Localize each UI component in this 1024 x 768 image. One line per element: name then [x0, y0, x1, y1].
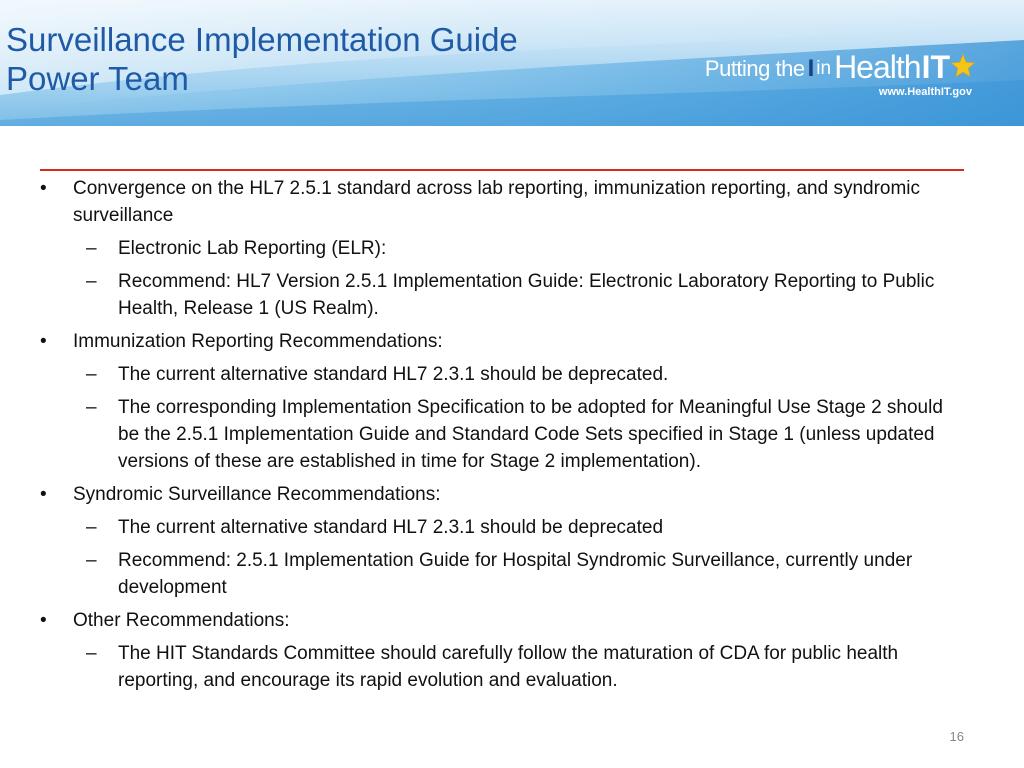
sub-bullet-item	[0, 235, 958, 262]
logo-putting-text: Putting the	[704, 56, 805, 81]
sub-bullet-item	[0, 268, 958, 322]
bullet-item	[0, 607, 953, 634]
bullet-text: Immunization Reporting Recommendations:	[73, 331, 443, 352]
bullet-marker: •	[40, 178, 47, 199]
sub-bullet-text: The current alternative standard HL7 2.3.1 should be deprecated.	[118, 364, 669, 385]
sub-bullet-text: The current alternative standard HL7 2.3.1 should be deprecated	[118, 517, 664, 538]
title-divider	[40, 169, 964, 171]
dash-marker: –	[86, 238, 97, 259]
dash-marker: –	[86, 364, 97, 385]
sub-bullet-item	[0, 361, 958, 388]
logo-i-text: I	[807, 55, 815, 82]
bullet-marker: •	[40, 610, 47, 631]
sub-bullet-text: Recommend: HL7 Version 2.5.1 Implementation Guide: Electronic Laboratory Reporting to Public Health, Release 1 (US Realm).	[118, 271, 935, 319]
page-number: 16	[949, 729, 964, 744]
bullet-text: Convergence on the HL7 2.5.1 standard across lab reporting, immunization reporting, and syndromic surveillance	[73, 178, 921, 226]
bullet-item	[0, 481, 953, 508]
bullet-text: Other Recommendations:	[73, 610, 290, 631]
dash-marker: –	[86, 643, 97, 664]
title-line-2: Power Team	[6, 60, 189, 97]
healthit-logo	[705, 50, 976, 98]
dash-marker: –	[86, 271, 97, 292]
logo-url: www.HealthIT.gov	[878, 86, 972, 98]
sub-bullet-item	[0, 547, 958, 601]
sub-bullet-text: Recommend: 2.5.1 Implementation Guide for Hospital Syndromic Surveillance, currently under development	[118, 550, 913, 598]
logo-health-text: Health	[834, 49, 921, 85]
bullet-text: Syndromic Surveillance Recommendations:	[73, 484, 441, 505]
sub-bullet-text: Electronic Lab Reporting (ELR):	[118, 238, 387, 259]
page-title	[6, 20, 518, 98]
bullet-marker: •	[40, 484, 47, 505]
dash-marker: –	[86, 397, 97, 418]
title-line-1: Surveillance Implementation Guide	[6, 21, 518, 58]
bullet-list	[0, 175, 1024, 700]
sub-bullet-text: The corresponding Implementation Specification to be adopted for Meaningful Use Stage 2 should be the 2.5.1 Implementation Guide and Standard Code Sets specified in Stage 1 (unless updated versions of these are established in time for Stage 2 implementation).	[118, 397, 943, 472]
logo-wordmark	[705, 50, 976, 84]
logo-it-text: IT	[921, 49, 950, 85]
header-band	[0, 0, 1024, 126]
sub-bullet-text: The HIT Standards Committee should carefully follow the maturation of CDA for public health reporting, and encourage its rapid evolution and evaluation.	[118, 643, 899, 691]
sub-bullet-item	[0, 514, 958, 541]
dash-marker: –	[86, 517, 97, 538]
bullet-marker: •	[40, 331, 47, 352]
sub-bullet-item	[0, 640, 958, 694]
star-icon	[950, 53, 976, 79]
logo-in-text: in	[816, 58, 832, 79]
bullet-item	[0, 175, 953, 229]
sub-bullet-item	[0, 394, 958, 475]
dash-marker: –	[86, 550, 97, 571]
bullet-item	[0, 328, 953, 355]
